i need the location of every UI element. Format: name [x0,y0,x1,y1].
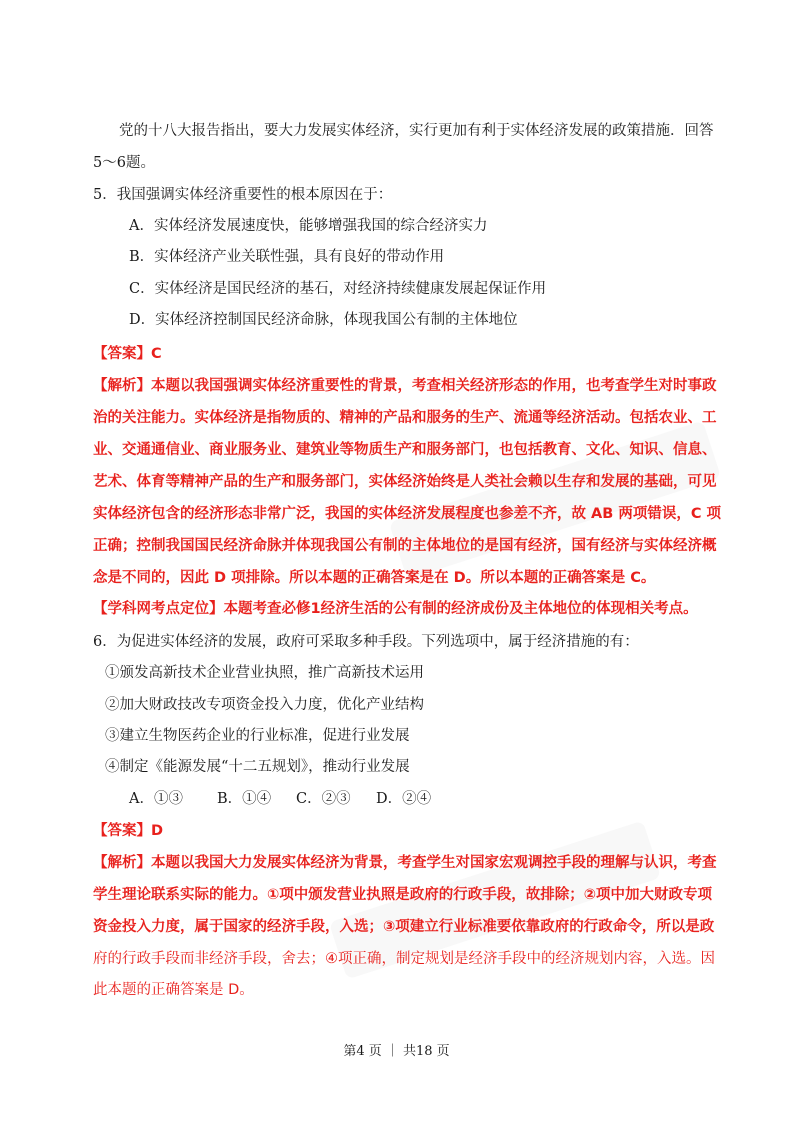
answer-tag: 【答案】 [93,823,151,839]
q6-option-d: D．②④ [376,791,432,807]
q6-analysis-line: 学生理论联系实际的能力。①项中颁发营业执照是政府的行政手段，故排除；②项中加大财政专项 [93,887,713,903]
intro-line: 5～6题。 [93,155,155,171]
q5-analysis-line: 治的关注能力。实体经济是指物质的、精神的产品和服务的生产、流通等经济活动。包括农业、工 [93,410,717,426]
q6-item-2: ②加大财政技改专项资金投入力度，优化产业结构 [105,697,424,713]
q6-analysis-line: 资金投入力度，属于国家的经济手段，入选；③项建立行业标准要依靠政府的行政命令，所以是政 [93,919,715,935]
q6-option-b: B．①④ [217,791,272,807]
intro-line: 党的十八大报告指出，要大力发展实体经济，实行更加有利于实体经济发展的政策措施．回答 [119,123,714,139]
analysis-tag: 【解析】 [93,855,151,871]
q6-option-a: A．①③ [129,791,183,807]
q6-item-4: ④制定《能源发展“十二五规划》，推动行业发展 [105,759,410,775]
answer-tag: 【答案】 [93,346,151,362]
q6-option-c: C．②③ [296,791,351,807]
q5-analysis-line: 实体经济包含的经济形态非常广泛，我国的实体经济发展程度也参差不齐，故 AB 两项错误，C 项 [93,506,722,522]
q6-analysis-line: 【解析】本题以我国大力发展实体经济为背景，考查学生对国家宏观调控手段的理解与认识，考查 [93,855,717,871]
q6-item-1: ①颁发高新技术企业营业执照，推广高新技术运用 [105,665,424,681]
answer-value: C [151,346,162,362]
q6-item-3: ③建立生物医药企业的行业标准，促进行业发展 [105,728,410,744]
page-footer: 第4 页 ｜ 共18 页 [343,1044,450,1059]
q5-analysis-line: 正确；控制我国国民经济命脉并体现我国公有制的主体地位的是国有经济，国有经济与实体经济概 [93,538,717,554]
q5-answer [93,344,162,364]
q5-knowledge-point: 【学科网考点定位】本题考查必修1经济生活的公有制的经济成份及主体地位的体现相关考点。 [93,601,698,617]
q5-analysis-line: 念是不同的，因此 D 项排除。所以本题的正确答案是在 D。所以本题的正确答案是 C。 [93,570,656,586]
q5-analysis-line: 业、交通通信业、商业服务业、建筑业等物质生产和服务部门，也包括教育、文化、知识、信息、 [93,442,717,458]
answer-value: D [151,823,164,839]
analysis-tag: 【解析】 [93,378,151,394]
q5-option-c: C．实体经济是国民经济的基石，对经济持续健康发展起保证作用 [129,281,547,297]
q5-option-b: B．实体经济产业关联性强，具有良好的带动作用 [129,249,445,265]
q5-analysis-line: 艺术、体育等精神产品的生产和服务部门，实体经济始终是人类社会赖以生存和发展的基础，可见 [93,474,717,490]
q6-options [129,789,431,809]
q6-analysis-line: 府的行政手段而非经济手段，舍去；④项正确，制定规划是经济手段中的经济规划内容，入选。因 [93,951,715,967]
q5-option-a: A．实体经济发展速度快，能够增强我国的综合经济实力 [129,218,488,234]
q6-analysis-line: 此本题的正确答案是 D。 [93,982,254,998]
knowledge-point-tag: 【学科网考点定位】 [93,601,224,617]
question-6-stem: 6．为促进实体经济的发展，政府可采取多种手段。下列选项中，属于经济措施的有： [93,634,639,650]
q5-analysis-line: 【解析】本题以我国强调实体经济重要性的背景，考查相关经济形态的作用，也考查学生对时事政 [93,378,717,394]
question-5-stem: 5．我国强调实体经济重要性的根本原因在于： [93,187,393,203]
q5-option-d: D．实体经济控制国民经济命脉，体现我国公有制的主体地位 [129,312,518,328]
q6-answer [93,821,163,841]
